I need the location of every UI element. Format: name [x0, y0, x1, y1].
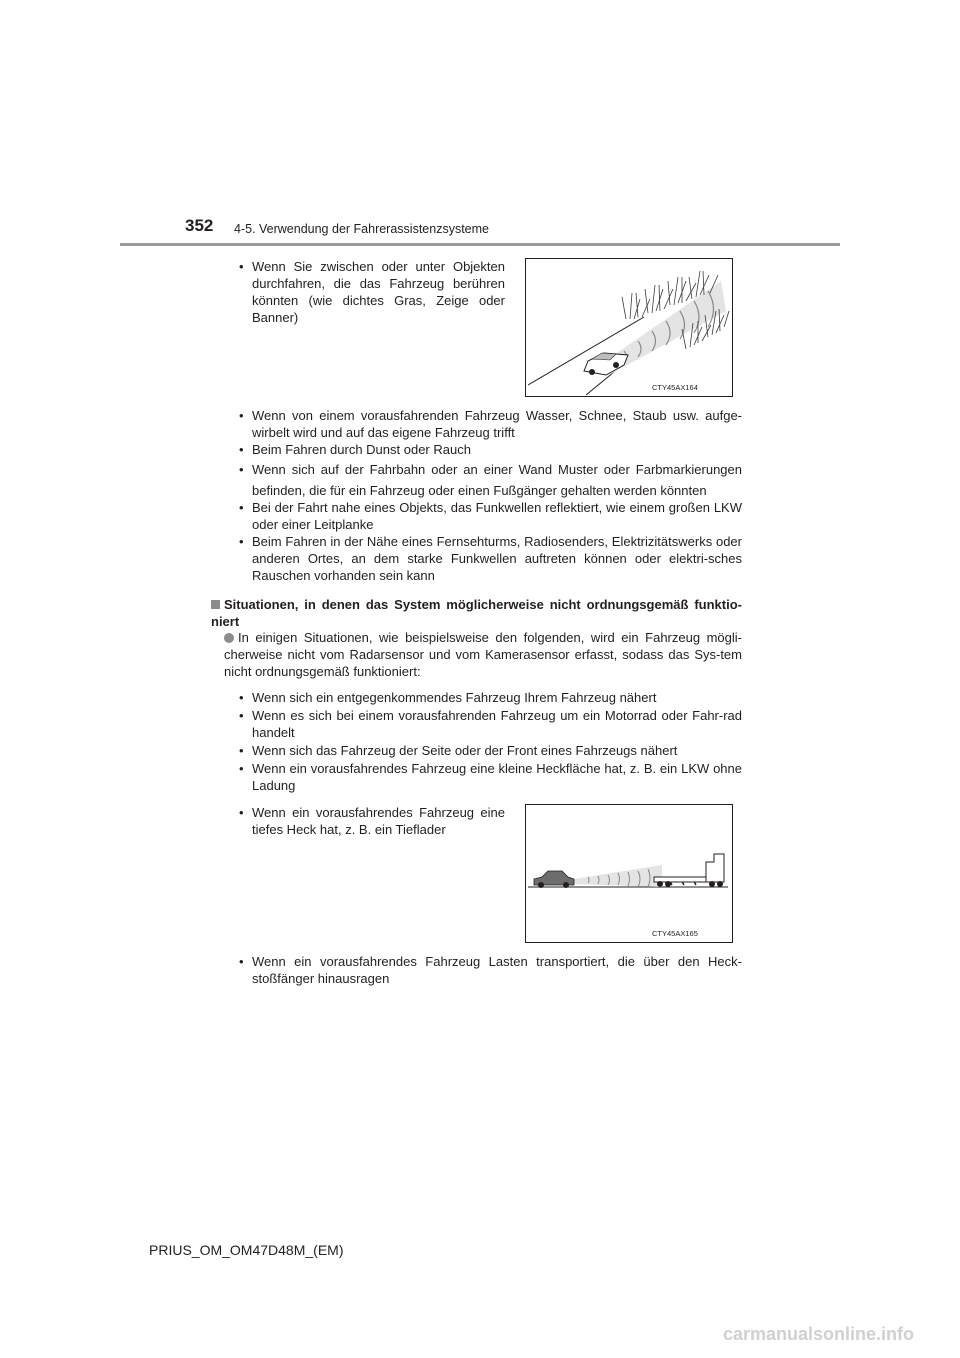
section-heading [211, 596, 742, 630]
bullet-item [239, 707, 742, 741]
car-icon [534, 871, 574, 888]
section-intro-text: In einigen Situationen, wie beispielsweise den folgenden, wird ein Fahrzeug mögli-cherweise nicht vom Radarsensor und vom Kamerasensor erfasst, sodass das Sys-tem nicht ordnungsgemäß funktioniert: [224, 630, 742, 679]
section-title: 4-5. Verwendung der Fahrerassistenzsysteme [234, 222, 489, 236]
bullet-item [239, 407, 742, 441]
bullet-grass [239, 258, 505, 326]
square-bullet-icon [211, 600, 220, 609]
figure-trailer-label: CTY45AX165 [652, 929, 698, 938]
header-rule [120, 243, 840, 246]
bullet-dot: • [239, 534, 244, 549]
bullet-low-rear [239, 804, 505, 838]
bullet-dot: • [239, 690, 244, 705]
bullet-item [239, 533, 742, 584]
bullet-load-text: Wenn ein vorausfahrendes Fahrzeug Lasten transportiert, die über den Heck-stoßfänger hinausragen [252, 954, 742, 986]
page-number: 352 [185, 216, 214, 235]
bullet-dot: • [239, 408, 244, 423]
bullet-item-text: Bei der Fahrt nahe eines Objekts, das Funkwellen reflektiert, wie einem großen LKW oder einer Leitplanke [252, 500, 742, 532]
bullet-dot: • [239, 500, 244, 515]
bullet-item-text: Beim Fahren durch Dunst oder Rauch [252, 442, 471, 457]
bullet-item-text: Wenn von einem vorausfahrenden Fahrzeug Wasser, Schnee, Staub usw. aufge-wirbelt wird und auf das eigene Fahrzeug trifft [252, 408, 742, 440]
bullet-dot: • [239, 442, 244, 457]
section-heading-text: Situationen, in denen das System möglicherweise nicht ordnungsgemäß funktio-niert [211, 597, 742, 629]
figure-grass-label: CTY45AX164 [652, 383, 698, 392]
figure-trailer [525, 804, 733, 943]
bullet-item [239, 459, 742, 501]
bullet-dot: • [239, 743, 244, 758]
car-icon [584, 353, 628, 375]
bullet-item-text: Wenn es sich bei einem vorausfahrenden Fahrzeug um ein Motorrad oder Fahr-rad handelt [252, 708, 742, 740]
bullet-dot: • [239, 708, 244, 723]
bullet-dot: • [239, 259, 244, 274]
section-intro [224, 629, 742, 680]
footer-doc-id: PRIUS_OM_OM47D48M_(EM) [149, 1242, 344, 1258]
bullet-dot: • [239, 462, 244, 477]
figure-trailer-illustration [526, 805, 732, 942]
bullet-item [239, 499, 742, 533]
bullet-dot: • [239, 805, 244, 820]
bullet-item-text: Wenn sich das Fahrzeug der Seite oder der Front eines Fahrzeugs nähert [252, 743, 678, 758]
figure-grass-illustration [526, 259, 732, 396]
figure-grass [525, 258, 733, 397]
truck-icon [654, 854, 724, 887]
bullet-load [239, 953, 742, 987]
bullet-item [239, 441, 742, 458]
bullet-grass-text: Wenn Sie zwischen oder unter Objekten durchfahren, die das Fahrzeug berühren könnten (wie dichtes Gras, Zeige oder Banner) [252, 259, 505, 325]
bullet-item-text: Wenn ein vorausfahrendes Fahrzeug eine kleine Heckfläche hat, z. B. ein LKW ohne Ladung [252, 761, 742, 793]
bullet-dot: • [239, 761, 244, 776]
bullet-item-text: Beim Fahren in der Nähe eines Fernsehturms, Radiosenders, Elektrizitätswerks oder anderen Ortes, an dem starke Funkwellen auftreten können oder elektri-sches Rauschen vorhanden sein kann [252, 534, 742, 583]
bullet-low-rear-text: Wenn ein vorausfahrendes Fahrzeug eine tiefes Heck hat, z. B. ein Tieflader [252, 805, 505, 837]
bullet-item [239, 742, 742, 759]
circle-bullet-icon [224, 633, 234, 643]
bullet-item-text: Wenn sich ein entgegenkommendes Fahrzeug Ihrem Fahrzeug nähert [252, 690, 657, 705]
bullet-dot: • [239, 954, 244, 969]
bullet-item [239, 689, 742, 706]
bullet-item [239, 760, 742, 794]
bullet-item-text: Wenn sich auf der Fahrbahn oder an einer Wand Muster oder Farbmarkierungen befinden, die für ein Fahrzeug oder einen Fußgänger gehalten werden könnten [252, 462, 742, 498]
watermark: carmanualsonline.info [722, 1324, 914, 1344]
